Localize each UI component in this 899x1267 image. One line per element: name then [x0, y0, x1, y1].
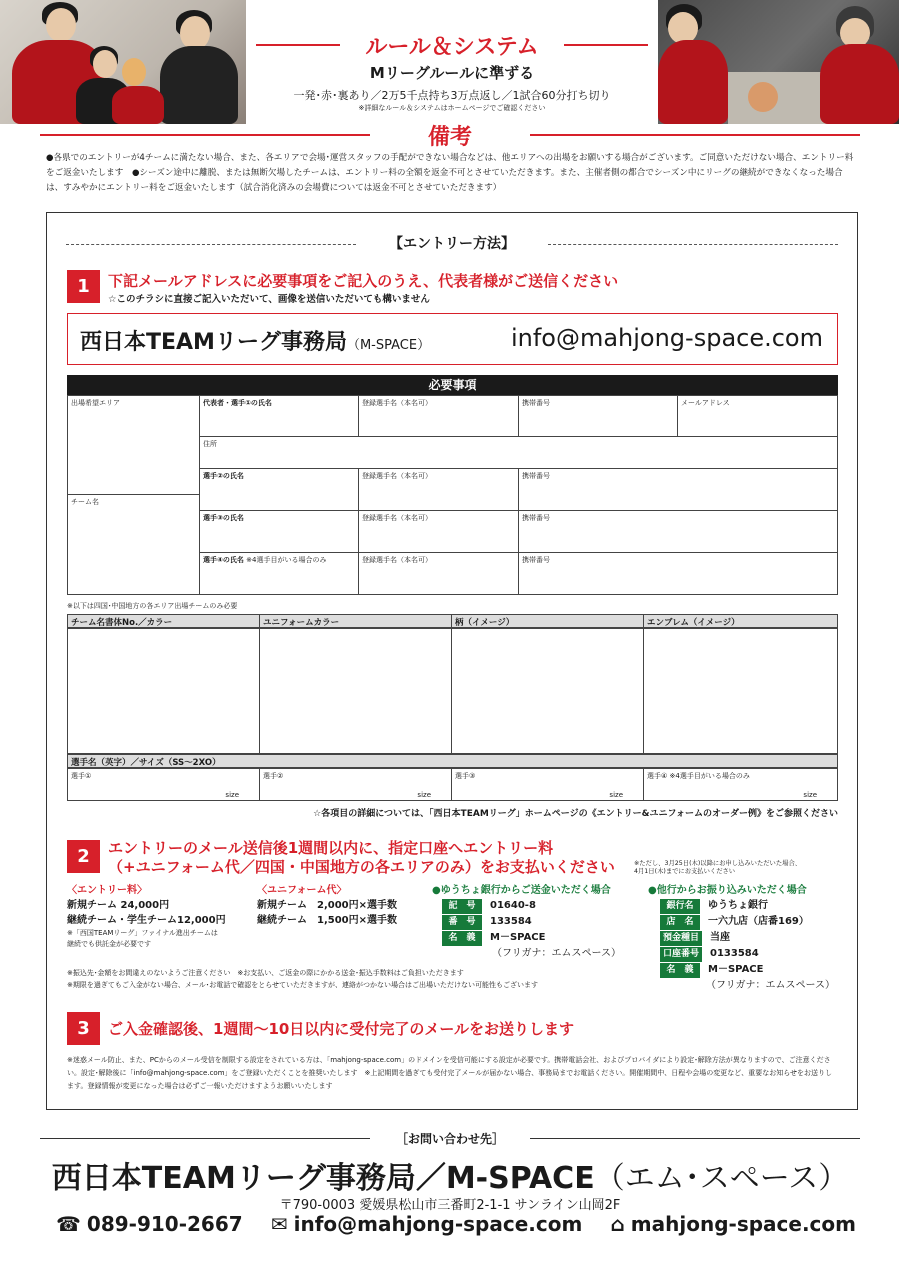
- email-org: 西日本TEAMリーグ事務局（M-SPACE）: [80, 330, 431, 355]
- size-player1-field[interactable]: 選手① size: [67, 768, 260, 801]
- step-1-note: ☆このチラシに直接ご記入いただいて、画像を送信いただいても構いません: [108, 294, 430, 305]
- uniform-fee-new: 新規チーム 2,000円×選手数: [257, 900, 398, 911]
- uniform-col-pattern: 柄（イメージ）: [451, 614, 644, 628]
- email-item[interactable]: ✉ info@mahjong-space.com: [270, 1212, 583, 1236]
- area-field[interactable]: 出場希望エリア: [67, 395, 200, 495]
- player3-name-field[interactable]: 選手③の氏名: [199, 510, 359, 553]
- player4-phone-field[interactable]: 携帯番号: [518, 552, 838, 595]
- step-2-deadline-note1: ※ただし、3月25日(木)以降にお申し込みいただいた場合、: [634, 860, 802, 867]
- step-1-title: 下記メールアドレスに必要事項をご記入のうえ、代表者様がご送信ください: [108, 272, 619, 290]
- step-2-title-line1: エントリーのメール送信後1週間以内に、指定口座へエントリー料: [108, 839, 554, 857]
- uniform-color-field[interactable]: [259, 628, 452, 754]
- entry-method-heading: 【エントリー方法】: [66, 233, 838, 253]
- rules-note: ※詳細なルール＆システムはホームページでご確認ください: [358, 104, 546, 112]
- yucho-number: 133584: [490, 916, 532, 927]
- payment-note1: ※振込先･金額をお間違えのないようご注意ください ※お支払い、ご返金の際にかかる送金･振込手数料はご負担いただきます: [67, 969, 464, 977]
- uniform-col-color: ユニフォームカラー: [259, 614, 452, 628]
- step-2-deadline-note2: 4月1日(木)までにお支払いください: [634, 868, 736, 875]
- other-account-type: 当座: [710, 932, 731, 943]
- size-player3-field[interactable]: 選手③ size: [451, 768, 644, 801]
- uniform-fee-heading: 〈ユニフォーム代〉: [257, 885, 347, 896]
- reference-note: ☆各項目の詳細については、「西日本TEAMリーグ」ホームページの《エントリー&ユニフォームのオーダー例》をご参照ください: [313, 809, 838, 819]
- yucho-heading: ●ゆうちょ銀行からご送金いただく場合: [432, 885, 611, 896]
- rules-title: ルール＆システム: [256, 30, 648, 61]
- required-fields-header: 必要事項: [67, 375, 838, 395]
- uniform-emblem-field[interactable]: [643, 628, 838, 754]
- size-player4-field[interactable]: 選手④ ※4選手目がいる場合のみ size: [643, 768, 838, 801]
- yucho-holder: M－SPACE: [490, 932, 546, 943]
- step-1-number: 1: [67, 270, 100, 303]
- contact-heading: ［お問い合わせ先］: [40, 1130, 860, 1147]
- step-2-number: 2: [67, 840, 100, 873]
- team-name-field[interactable]: チーム名: [67, 494, 200, 595]
- player2-phone-field[interactable]: 携帯番号: [518, 468, 838, 511]
- remarks-text: ●各県でのエントリーが4チームに満たない場合、また、各エリアで会場･運営スタッフの手配ができない場合などは、他エリアへの出場をお願いする場合がございます。ご同意いただけない場合、エントリー料をご返金いたします ●シーズン途中に離脱、または無断欠場したチームは、エントリー料の全額を返金不可とさせていただきます。また、主催者側の都合でシーズン中にリーグの継続ができなくなった場合は、すみやかにエントリー料をご返金いたします（試合消化済みの会場費については返金不可とさせていただきます）: [46, 153, 854, 193]
- other-account-number: 0133584: [710, 948, 759, 959]
- other-bank-name: ゆうちょ銀行: [708, 900, 768, 911]
- email-box: [67, 313, 838, 365]
- player3-reg-name-field[interactable]: 登録選手名（本名可）: [358, 510, 519, 553]
- other-bank-block: ●他行からお振り込みいただく場合 銀行名 ゆうちょ銀行 店 名 一六九店（店番169） 預金種目 当座 口座番号 0133584 名 義 M－SPACE （フリガナ：エムスペース）: [648, 883, 848, 993]
- uniform-font-field[interactable]: [67, 628, 260, 754]
- player3-phone-field[interactable]: 携帯番号: [518, 510, 838, 553]
- rep-reg-name-field[interactable]: 登録選手名（本名可）: [358, 395, 519, 437]
- step-3-title: ご入金確認後、1週間～10日以内に受付完了のメールをお送りします: [108, 1020, 575, 1038]
- rules-summary: 一発･赤･裏あり／2万5千点持ち3万点返し／1試合60分打ち切り: [293, 89, 611, 102]
- yucho-block: ●ゆうちょ銀行からご送金いただく場合 記 号 01640-8 番 号 133584 名 義 M－SPACE （フリガナ：エムスペース）: [432, 883, 642, 961]
- step-3-number: 3: [67, 1012, 100, 1045]
- rep-email-field[interactable]: メールアドレス: [677, 395, 838, 437]
- player2-reg-name-field[interactable]: 登録選手名（本名可）: [358, 468, 519, 511]
- yucho-kana: （フリガナ：エムスペース）: [492, 948, 621, 959]
- other-branch-name: 一六九店（店番169）: [708, 916, 809, 927]
- mail-icon: ✉: [270, 1212, 288, 1236]
- step-2-title-line2: （+ユニフォーム代／四国・中国地方の各エリアのみ）をお支払いください: [108, 858, 615, 876]
- size-player2-field[interactable]: 選手② size: [259, 768, 452, 801]
- team-photo-left: [0, 0, 246, 124]
- phone-icon: ☎: [56, 1212, 81, 1236]
- player2-name-field[interactable]: 選手②の氏名: [199, 468, 359, 511]
- contact-line: [56, 1212, 856, 1236]
- uniform-col-font: チーム名書体No.／カラー: [67, 614, 260, 628]
- entry-fee-block: [67, 883, 257, 950]
- entry-fee-continue: 継続チーム・学生チーム12,000円: [67, 915, 226, 926]
- entry-fee-note1: ※「西国TEAMリーグ」ファイナル進出チームは: [67, 929, 218, 937]
- entry-fee-heading: 〈エントリー料〉: [67, 885, 147, 896]
- players-photo-right: [658, 0, 899, 124]
- uniform-note: ※以下は四国･中国地方の各エリア出場チームのみ必要: [67, 602, 238, 610]
- size-header: 選手名（英字）／サイズ（SS～2XO）: [67, 754, 838, 768]
- home-icon: ⌂: [610, 1212, 625, 1236]
- phone-item[interactable]: ☎ 089-910-2667: [56, 1212, 243, 1236]
- payment-note2: ※期限を過ぎてもご入金がない場合、メール･お電話で確認をとらせていただきますが、連絡がつかない場合はご出場いただけない可能性もございます: [67, 981, 539, 989]
- web-item[interactable]: ⌂ mahjong-space.com: [610, 1212, 856, 1236]
- uniform-fee-continue: 継続チーム 1,500円×選手数: [257, 915, 398, 926]
- uniform-pattern-field[interactable]: [451, 628, 644, 754]
- player4-name-field[interactable]: 選手④の氏名 ※4選手目がいる場合のみ: [199, 552, 359, 595]
- mail-setting-note: ※迷惑メール防止、また、PCからのメール受信を制限する設定をされている方は、「mahjong-space.com」のドメインを受信可能にする設定が必要です。携帯電話会社、およびプロバイダにより設定･解除方法が異なりますので、ご注意ください。設定･解除後に「info@mahjong-space.com」をご登録いただくことを推奨いたします ※上記期間を過ぎても受付完了メールが届かない場合、事務局までお電話ください。開催期間中、日程や会場の変更など、重要なお知らせをお送りします。登録情報が変更になった場合は必ずご一報いただけますようお願いいたします: [67, 1056, 833, 1090]
- contact-address: 〒790-0003 愛媛県松山市三番町2-1-1 サンライン山岡2F: [279, 1198, 621, 1213]
- yucho-symbol: 01640-8: [490, 900, 536, 911]
- email-address-link[interactable]: info@mahjong-space.com: [510, 324, 823, 352]
- other-bank-heading: ●他行からお振り込みいただく場合: [648, 885, 807, 896]
- uniform-fee-block: [257, 883, 432, 928]
- other-account-holder: M－SPACE: [708, 964, 764, 975]
- entry-fee-new: 新規チーム 24,000円: [67, 900, 170, 911]
- remarks-title: 備考: [40, 120, 860, 151]
- contact-org: 西日本TEAMリーグ事務局／M-SPACE（エム･スペース）: [51, 1161, 849, 1196]
- rules-subtitle: Mリーグルールに準ずる: [369, 64, 535, 82]
- rep-phone-field[interactable]: 携帯番号: [518, 395, 678, 437]
- uniform-col-emblem: エンブレム（イメージ）: [643, 614, 838, 628]
- other-kana: （フリガナ：エムスペース）: [706, 980, 835, 991]
- player4-reg-name-field[interactable]: 登録選手名（本名可）: [358, 552, 519, 595]
- entry-fee-note2: 継続でも供託金が必要です: [67, 940, 151, 948]
- rep-name-field[interactable]: 代表者・選手①の氏名: [199, 395, 359, 437]
- address-field[interactable]: 住所: [199, 436, 838, 469]
